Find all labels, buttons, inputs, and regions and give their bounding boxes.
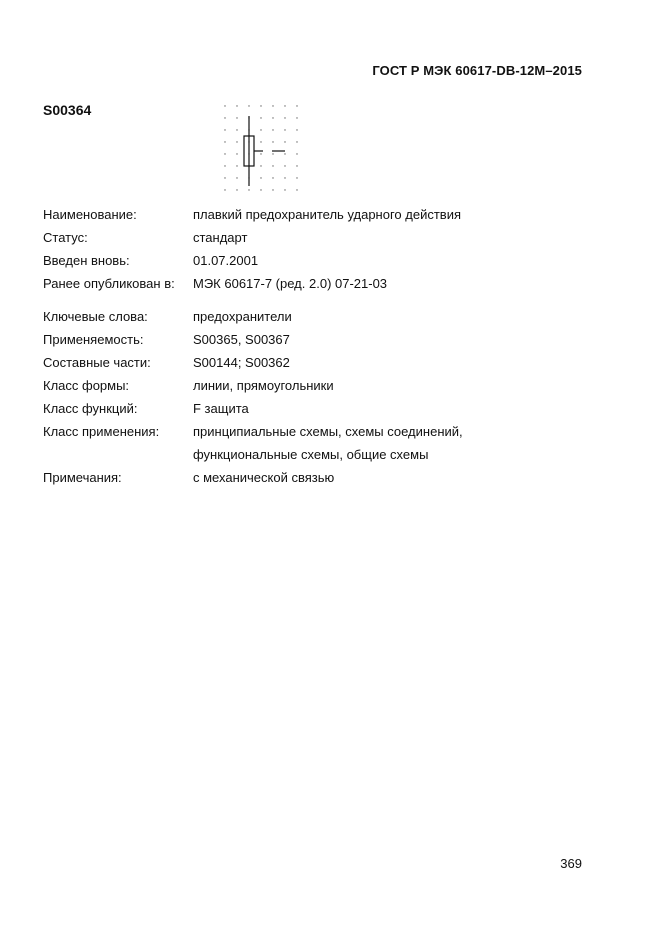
fuse-symbol-drawing (244, 116, 285, 186)
fuse-striker-symbol-figure (221, 100, 303, 200)
page-number: 369 (560, 856, 582, 871)
symbol-grid (224, 105, 297, 190)
property-row (43, 226, 621, 249)
property-label: Статус: (43, 230, 88, 245)
property-value: F защита (193, 401, 249, 416)
property-row (43, 328, 621, 351)
property-label: Введен вновь: (43, 253, 130, 268)
property-row (43, 351, 621, 374)
property-value: стандарт (193, 230, 248, 245)
property-value: S00365, S00367 (193, 332, 290, 347)
property-row (43, 420, 621, 443)
property-value: линии, прямоугольники (193, 378, 334, 393)
property-row (43, 466, 621, 489)
property-label: Ключевые слова: (43, 309, 148, 324)
property-value: с механической связью (193, 470, 335, 485)
property-row (43, 249, 621, 272)
property-row (43, 443, 621, 466)
property-row (43, 203, 621, 226)
property-row (43, 374, 621, 397)
symbol-code: S00364 (43, 102, 92, 118)
property-label: Класс функций: (43, 401, 138, 416)
document-header: ГОСТ Р МЭК 60617-DB-12М–2015 (372, 63, 582, 78)
property-value: принципиальные схемы, схемы соединений, (193, 424, 463, 439)
property-row (43, 272, 621, 295)
property-label: Ранее опубликован в: (43, 276, 175, 291)
property-value: предохранители (193, 309, 292, 324)
symbol-properties (43, 203, 621, 489)
properties-group-classification (43, 305, 621, 489)
property-label: Класс формы: (43, 378, 130, 393)
properties-group-general (43, 203, 621, 295)
property-value: МЭК 60617-7 (ред. 2.0) 07-21-03 (193, 276, 388, 291)
property-row (43, 305, 621, 328)
property-label: Класс применения: (43, 424, 160, 439)
property-value: S00144; S00362 (193, 355, 290, 370)
property-label: Составные части: (43, 355, 151, 370)
property-row (43, 397, 621, 420)
property-value: 01.07.2001 (193, 253, 259, 268)
property-label: Наименование: (43, 207, 137, 222)
property-label: Применяемость: (43, 332, 144, 347)
property-value: функциональные схемы, общие схемы (193, 447, 429, 462)
property-label: Примечания: (43, 470, 122, 485)
property-value: плавкий предохранитель ударного действия (193, 207, 462, 222)
